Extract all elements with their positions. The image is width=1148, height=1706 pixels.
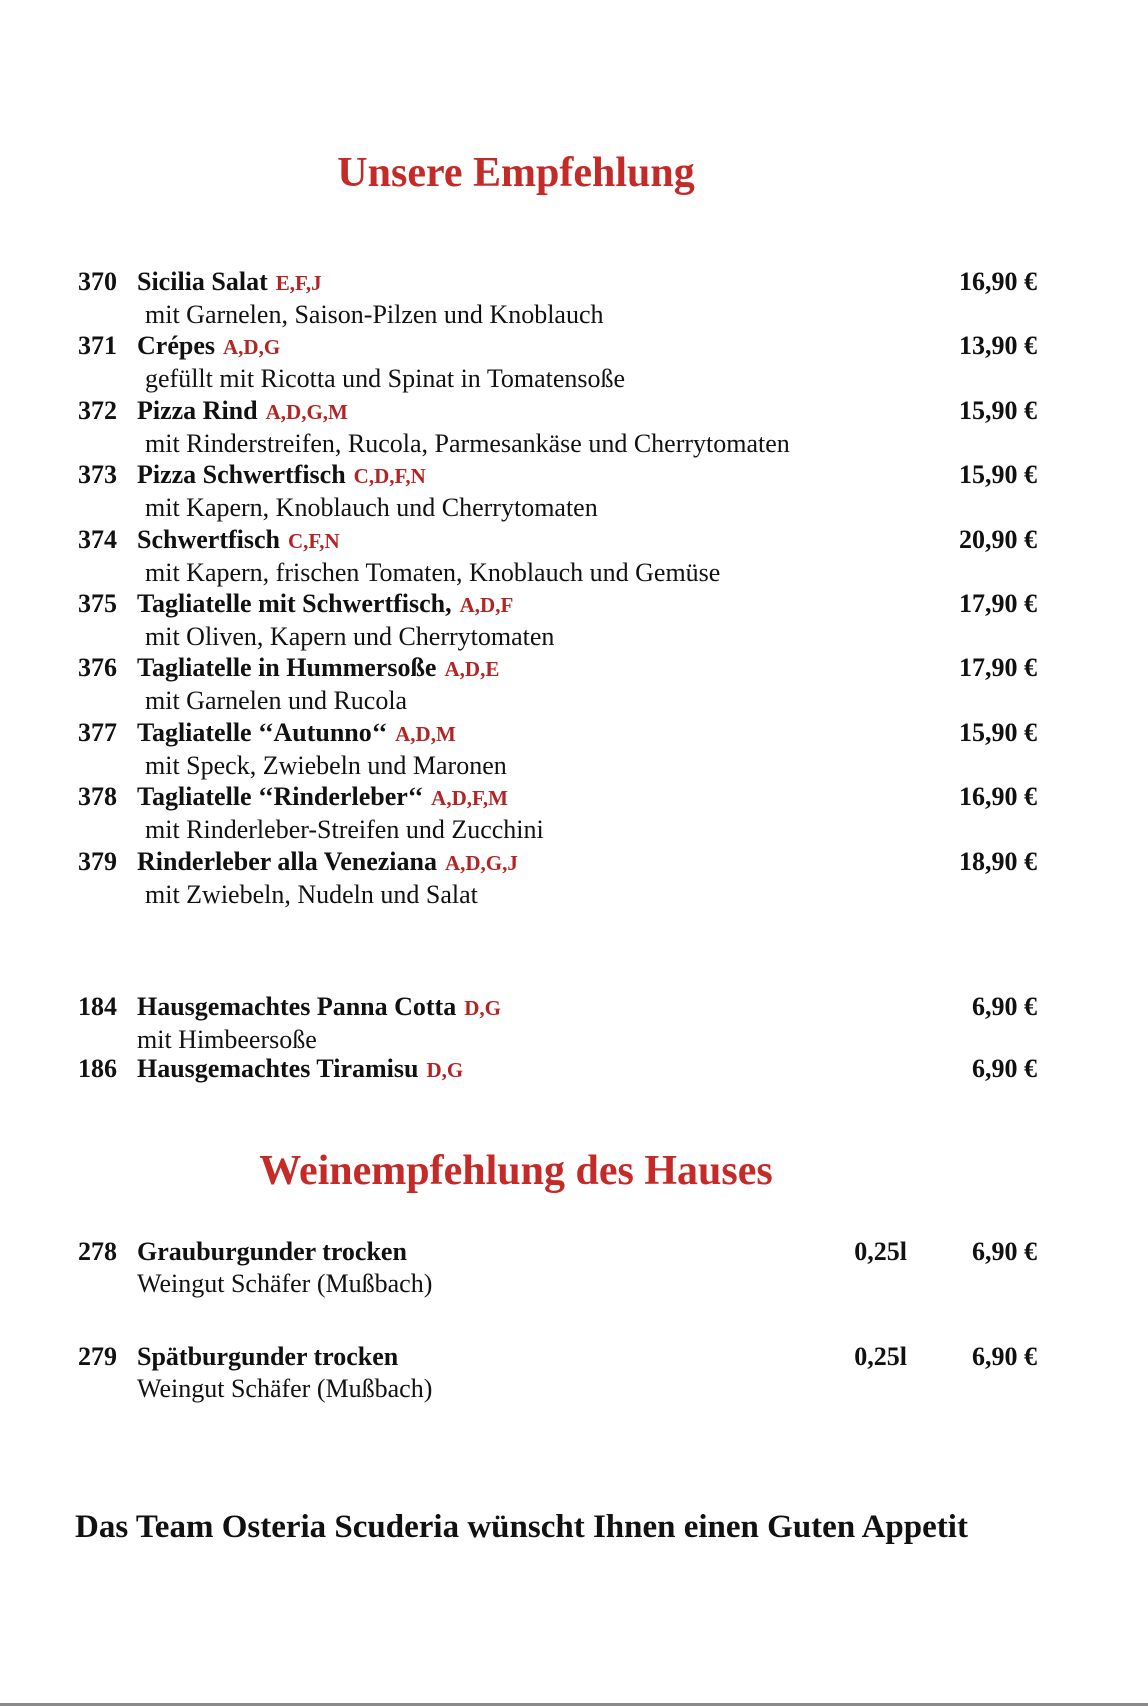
item-number: 373	[78, 460, 117, 489]
menu-item-row	[78, 459, 1037, 524]
item-description: mit Rinderstreifen, Rucola, Parmesankäse und Cherrytomaten	[145, 429, 790, 458]
item-allergens: A,D,E	[444, 657, 500, 681]
item-allergens: A,D,F	[459, 593, 514, 617]
item-allergens: A,D,G,J	[444, 851, 518, 875]
item-allergens: D,G	[426, 1058, 464, 1082]
item-number: 377	[78, 718, 117, 747]
item-description: mit Himbeersoße	[137, 1025, 317, 1054]
item-number: 378	[78, 782, 117, 811]
item-name: Crépes	[137, 331, 215, 360]
item-name: Pizza Schwertfisch	[137, 460, 346, 489]
item-price: 15,90 €	[959, 718, 1037, 747]
item-description: mit Rinderleber-Streifen und Zucchini	[145, 815, 544, 844]
item-number: 375	[78, 589, 117, 618]
item-description: mit Garnelen und Rucola	[145, 686, 408, 715]
item-allergens: A,D,G	[222, 335, 281, 359]
item-price: 6,90 €	[972, 1237, 1037, 1266]
item-number: 371	[78, 331, 117, 360]
item-price: 6,90 €	[972, 1342, 1037, 1371]
item-description: mit Zwiebeln, Nudeln und Salat	[145, 880, 478, 909]
wine-item-row	[78, 1236, 1037, 1300]
item-number: 184	[78, 992, 117, 1021]
item-description: gefüllt mit Ricotta und Spinat in Tomatensoße	[145, 364, 626, 393]
item-price: 16,90 €	[959, 782, 1037, 811]
footer-message: Das Team Osteria Scuderia wünscht Ihnen einen Guten Appetit	[75, 1509, 968, 1545]
item-allergens: A,D,F,M	[431, 786, 508, 810]
wine-item-row	[78, 1341, 1037, 1405]
item-name: Hausgemachtes Tiramisu	[137, 1054, 419, 1083]
item-name: Tagliatelle ‘‘Autunno‘‘	[137, 718, 388, 747]
item-price: 6,90 €	[972, 992, 1037, 1021]
menu-item-row	[78, 266, 1037, 331]
item-name: Tagliatelle in Hummersoße	[137, 653, 437, 682]
item-allergens: C,D,F,N	[353, 464, 426, 488]
item-name: Grauburgunder trocken	[137, 1237, 407, 1266]
item-name: Tagliatelle ‘‘Rinderleber‘‘	[137, 782, 424, 811]
item-price: 20,90 €	[959, 525, 1037, 554]
item-description: mit Garnelen, Saison-Pilzen und Knoblauch	[145, 300, 604, 329]
item-name: Pizza Rind	[137, 396, 258, 425]
menu-item-row	[78, 781, 1037, 846]
item-name: Rinderleber alla Veneziana	[137, 847, 437, 876]
item-price: 6,90 €	[972, 1054, 1037, 1083]
menu-item-row	[78, 652, 1037, 717]
item-name: Schwertfisch	[137, 525, 280, 554]
item-price: 18,90 €	[959, 847, 1037, 876]
item-name: Hausgemachtes Panna Cotta	[137, 992, 457, 1021]
menu-item-row	[78, 717, 1037, 782]
menu-item-row	[78, 524, 1037, 589]
item-number: 278	[78, 1237, 117, 1266]
item-price: 15,90 €	[959, 396, 1037, 425]
item-price: 13,90 €	[959, 331, 1037, 360]
item-description: mit Kapern, frischen Tomaten, Knoblauch und Gemüse	[145, 558, 721, 587]
item-price: 17,90 €	[959, 589, 1037, 618]
wine-winery: Weingut Schäfer (Mußbach)	[137, 1269, 433, 1298]
menu-item-row	[78, 395, 1037, 460]
menu-item-row	[78, 330, 1037, 395]
wine-size: 0,25l	[854, 1342, 907, 1371]
item-allergens: D,G	[464, 996, 501, 1020]
item-number: 186	[78, 1054, 117, 1083]
item-price: 15,90 €	[959, 460, 1037, 489]
wine-winery: Weingut Schäfer (Mußbach)	[137, 1374, 433, 1403]
item-name: Tagliatelle mit Schwertfisch,	[137, 589, 452, 618]
item-description: mit Kapern, Knoblauch und Cherrytomaten	[145, 493, 598, 522]
item-description: mit Oliven, Kapern und Cherrytomaten	[145, 622, 555, 651]
item-price: 17,90 €	[959, 653, 1037, 682]
item-number: 372	[78, 396, 117, 425]
item-number: 376	[78, 653, 117, 682]
item-number: 279	[78, 1342, 117, 1371]
wine-size: 0,25l	[854, 1237, 907, 1266]
item-number: 370	[78, 267, 117, 296]
menu-item-row	[78, 991, 1037, 1056]
section-title-wines: Weinempfehlung des Hauses	[259, 1148, 773, 1194]
item-number: 379	[78, 847, 117, 876]
item-description: mit Speck, Zwiebeln und Maronen	[145, 751, 507, 780]
item-allergens: A,D,M	[395, 722, 456, 746]
item-price: 16,90 €	[959, 267, 1037, 296]
section-title-recommendations: Unsere Empfehlung	[337, 150, 695, 196]
menu-item-row	[78, 1053, 1037, 1086]
item-name: Sicilia Salat	[137, 267, 268, 296]
item-number: 374	[78, 525, 117, 554]
menu-item-row	[78, 846, 1037, 911]
item-allergens: A,D,G,M	[265, 400, 348, 424]
item-allergens: E,F,J	[275, 271, 322, 295]
menu-item-row	[78, 588, 1037, 653]
item-allergens: C,F,N	[287, 529, 340, 553]
item-name: Spätburgunder trocken	[137, 1342, 399, 1371]
